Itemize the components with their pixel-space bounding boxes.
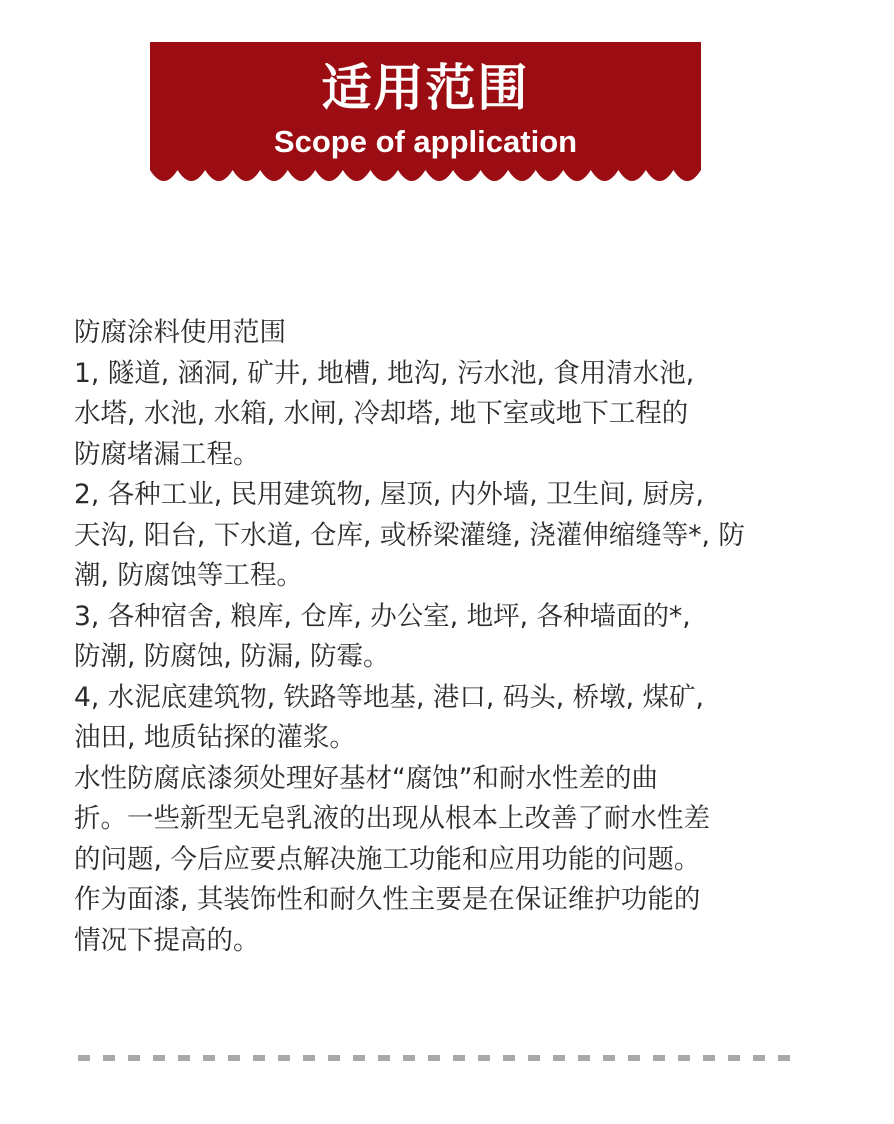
text-line: 水塔, 水池, 水箱, 水闸, 冷却塔, 地下室或地下工程的 <box>74 398 689 429</box>
content-body <box>74 313 834 961</box>
text-line: 的问题, 今后应要点解决施工功能和应用功能的问题。 <box>74 843 701 875</box>
text-line: 情况下提高的。 <box>74 924 260 956</box>
page-subtitle: Scope of application <box>273 124 578 159</box>
text-line: 防腐涂料使用范围 <box>74 317 286 348</box>
text-line: 作为面漆, 其装饰性和耐久性主要是在保证维护功能的 <box>74 884 701 915</box>
text-line: 3, 各种宿舍, 粮库, 仓库, 办公室, 地坪, 各种墙面的*, <box>74 600 691 632</box>
text-line: 潮, 防腐蚀等工程。 <box>74 560 303 591</box>
text-line: 天沟, 阳台, 下水道, 仓库, 或桥梁灌缝, 浇灌伸缩缝等*, 防 <box>74 519 745 551</box>
text-line: 2, 各种工业, 民用建筑物, 屋顶, 内外墙, 卫生间, 厨房, <box>74 479 704 510</box>
text-line: 折。一些新型无皂乳液的出现从根本上改善了耐水性差 <box>74 803 710 834</box>
header-banner <box>150 42 701 188</box>
page-title: 适用范围 <box>321 59 530 117</box>
text-line: 水性防腐底漆须处理好基材“腐蚀”和耐水性差的曲 <box>74 762 658 794</box>
text-line: 1, 隧道, 涵洞, 矿井, 地槽, 地沟, 污水池, 食用清水池, <box>74 357 695 389</box>
text-line: 4, 水泥底建筑物, 铁路等地基, 港口, 码头, 桥墩, 煤矿, <box>74 681 704 713</box>
text-line: 防腐堵漏工程。 <box>74 438 260 470</box>
text-line: 防潮, 防腐蚀, 防漏, 防霉。 <box>74 641 390 672</box>
text-line: 油田, 地质钻探的灌浆。 <box>74 722 356 753</box>
dashed-divider <box>78 1055 802 1061</box>
